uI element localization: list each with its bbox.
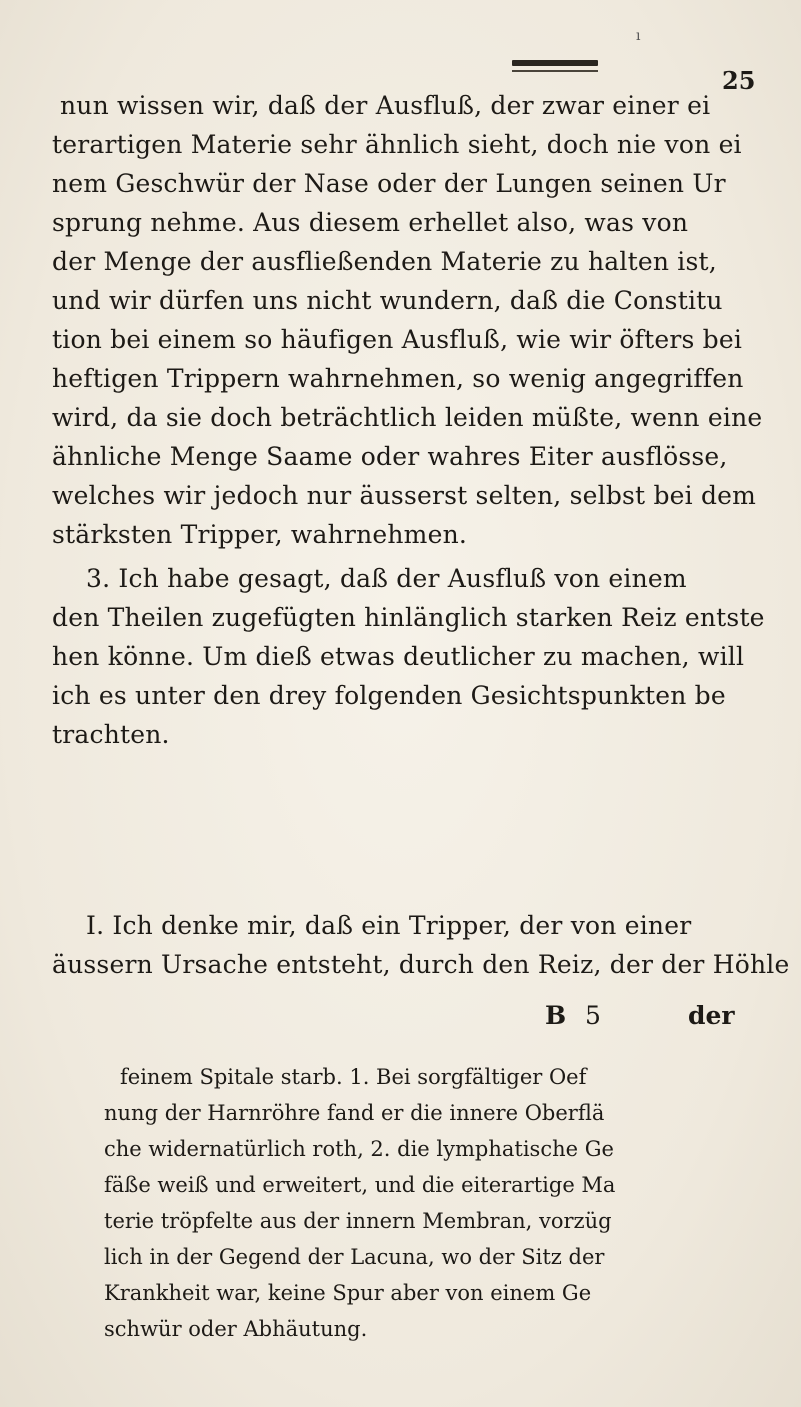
footnote-line: feinem Spitale starb. 1. Bei sorgfältiger Oef	[120, 1065, 587, 1089]
text-line: tion bei einem so häufigen Ausfluß, wie wir öfters bei	[52, 325, 743, 354]
text-line: und wir dürfen uns nicht wundern, daß die Constitu	[52, 286, 723, 315]
footnote-line: nung der Harnröhre fand er die innere Oberflä	[104, 1101, 605, 1125]
footnote-line: fäße weiß und erweitert, und die eiterartige Ma	[104, 1173, 616, 1197]
text-line: stärksten Tripper, wahrnehmen.	[52, 520, 468, 549]
header-rule-thin	[512, 70, 598, 72]
signature-letter: B	[545, 1001, 567, 1030]
footnote-line: lich in der Gegend der Lacuna, wo der Sitz der	[104, 1245, 605, 1269]
text-line: den Theilen zugefügten hinlänglich starken Reiz entste	[52, 603, 765, 632]
footnote-line: schwür oder Abhäutung.	[104, 1317, 368, 1341]
text-line: welches wir jedoch nur äusserst selten, selbst bei dem	[52, 481, 757, 510]
text-line: der Menge der ausfließenden Materie zu halten ist,	[52, 247, 717, 276]
text-line: nun wissen wir, daß der Ausfluß, der zwar einer ei	[60, 91, 711, 120]
text-line: trachten.	[52, 720, 170, 749]
footnote-line: che widernatürlich roth, 2. die lymphatische Ge	[104, 1137, 614, 1161]
text-line: I. Ich denke mir, daß ein Tripper, der von einer	[86, 911, 692, 940]
text-line: ähnliche Menge Saame oder wahres Eiter ausflösse,	[52, 442, 728, 471]
signature-number: 5	[585, 1001, 601, 1030]
text-line: 3. Ich habe gesagt, daß der Ausfluß von einem	[86, 564, 687, 593]
margin-mark: ı	[636, 28, 641, 44]
text-line: heftigen Trippern wahrnehmen, so wenig angegriffen	[52, 364, 744, 393]
footnote-line: Krankheit war, keine Spur aber von einem Ge	[104, 1281, 592, 1305]
page-number: 25	[722, 66, 756, 95]
text-line: sprung nehme. Aus diesem erhellet also, was von	[52, 208, 689, 237]
text-line: hen könne. Um dieß etwas deutlicher zu machen, will	[52, 642, 745, 671]
text-line: ich es unter den drey folgenden Gesichtspunkten be	[52, 681, 726, 710]
text-line: wird, da sie doch beträchtlich leiden müßte, wenn eine	[52, 403, 763, 432]
text-line: terartigen Materie sehr ähnlich sieht, doch nie von ei	[52, 130, 742, 159]
text-line: äussern Ursache entsteht, durch den Reiz, der der Höhle	[52, 950, 790, 979]
header-rule	[512, 60, 598, 66]
text-line: nem Geschwür der Nase oder der Lungen seinen Ur	[52, 169, 726, 198]
catchword: der	[688, 1001, 735, 1030]
footnote-line: terie tröpfelte aus der innern Membran, vorzüg	[104, 1209, 612, 1233]
